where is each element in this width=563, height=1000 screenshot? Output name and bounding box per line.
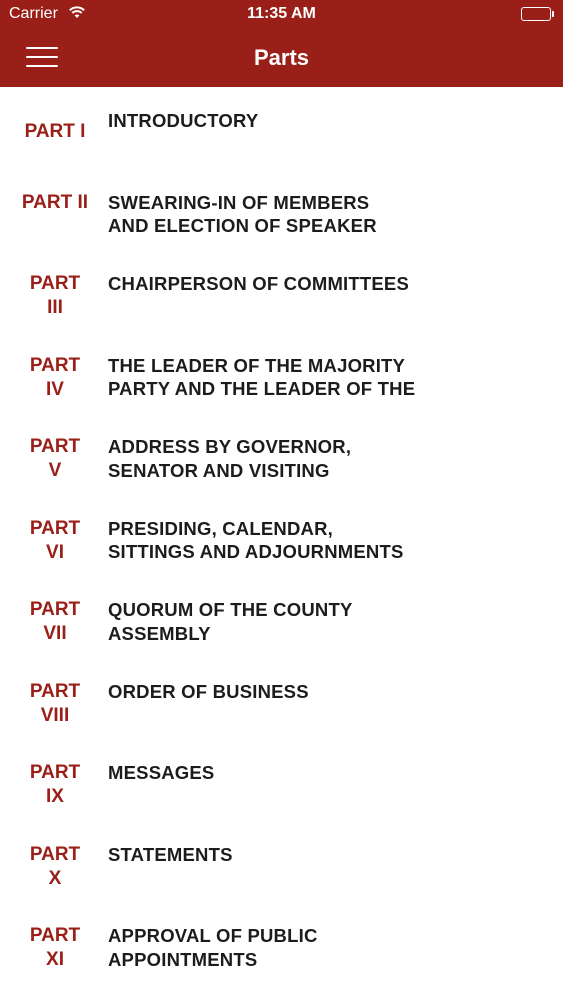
part-title: MESSAGES — [108, 762, 215, 783]
list-item-part-vii[interactable] — [0, 576, 563, 658]
part-label: PART I — [24, 121, 86, 142]
list-item-part-ix[interactable] — [0, 739, 563, 821]
parts-list — [0, 87, 563, 984]
part-label: PART IX — [29, 762, 81, 807]
page-title: Parts — [253, 45, 310, 70]
part-label: PART IV — [29, 354, 81, 400]
list-item-part-iv[interactable] — [0, 332, 563, 414]
part-title: PRESIDING, CALENDAR, SITTINGS AND ADJOURNMENTS — [108, 517, 404, 562]
list-item-part-i[interactable] — [0, 87, 563, 169]
part-title: APPROVAL OF PUBLIC APPOINTMENTS — [108, 925, 318, 970]
status-time: 11:35 AM — [247, 5, 316, 22]
part-title: INTRODUCTORY — [108, 110, 259, 131]
part-title: STATEMENTS — [108, 843, 233, 865]
part-label: PART X — [29, 843, 81, 889]
part-title: QUORUM OF THE COUNTY ASSEMBLY — [108, 599, 353, 644]
list-item-part-ii[interactable] — [0, 169, 563, 251]
part-title: THE LEADER OF THE MAJORITY PARTY AND THE LEADER OF THE — [108, 354, 416, 399]
part-title: SWEARING-IN OF MEMBERS AND ELECTION OF SPEAKER — [108, 191, 377, 236]
list-item-part-viii[interactable] — [0, 658, 563, 740]
list-item-part-xi[interactable] — [0, 902, 563, 984]
battery-icon — [521, 7, 551, 21]
part-title: ORDER OF BUSINESS — [108, 680, 309, 702]
list-item-part-x[interactable] — [0, 821, 563, 903]
part-label: PART XI — [29, 925, 81, 970]
part-title: CHAIRPERSON OF COMMITTEES — [108, 273, 410, 294]
part-title: ADDRESS BY GOVERNOR, SENATOR AND VISITING — [108, 436, 352, 481]
part-label: PART III — [29, 273, 81, 318]
part-label: PART VII — [29, 599, 81, 644]
status-bar — [0, 0, 563, 30]
part-label: PART VIII — [29, 680, 81, 726]
list-item-part-iii[interactable] — [0, 250, 563, 332]
battery-nub — [552, 11, 555, 17]
carrier-label: Carrier — [9, 5, 58, 22]
list-item-part-vi[interactable] — [0, 495, 563, 577]
navigation-bar — [0, 30, 563, 87]
part-label: PART VI — [29, 517, 81, 563]
part-label: PART V — [29, 436, 81, 481]
part-label: PART II — [21, 191, 89, 213]
list-item-part-v[interactable] — [0, 413, 563, 495]
